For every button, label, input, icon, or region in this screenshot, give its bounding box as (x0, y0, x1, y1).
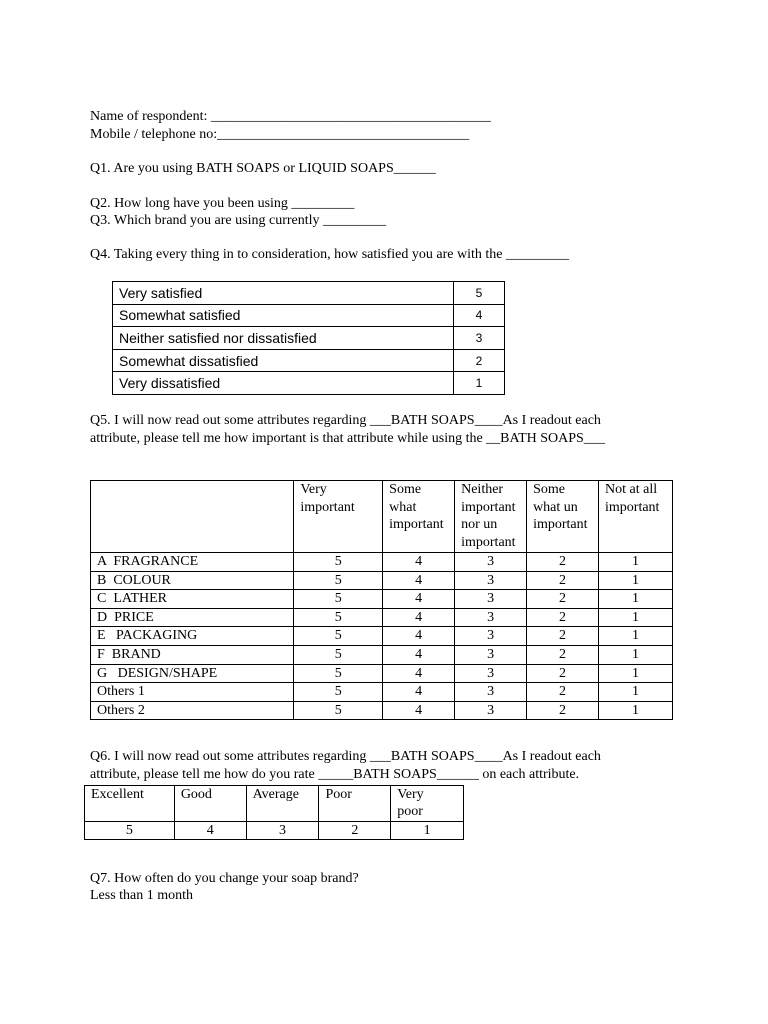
attribute-label: C LATHER (91, 590, 294, 609)
q6-rating-table (84, 785, 464, 840)
score-cell: 4 (383, 590, 455, 609)
score-cell: 4 (383, 571, 455, 590)
score-cell: 5 (294, 571, 383, 590)
table-row (91, 683, 673, 702)
question-q4: Q4. Taking every thing in to consideration, how satisfied you are with the _________ (90, 247, 569, 262)
table-row (91, 590, 673, 609)
score-cell: 3 (455, 645, 527, 664)
score-cell: 2 (527, 683, 599, 702)
respondent-name-line: Name of respondent: ________________________________________ (90, 109, 491, 124)
score-cell: 1 (599, 571, 673, 590)
score-cell: 2 (527, 627, 599, 646)
question-q7: Q7. How often do you change your soap brand? (90, 871, 359, 886)
question-q1: Q1. Are you using BATH SOAPS or LIQUID SOAPS______ (90, 161, 436, 176)
attribute-label: F BRAND (91, 645, 294, 664)
score-cell: 1 (599, 645, 673, 664)
table-row (113, 282, 505, 305)
score-cell: 5 (294, 701, 383, 720)
score-cell: 4 (383, 553, 455, 572)
score-cell: 4 (383, 627, 455, 646)
attribute-label: Others 2 (91, 701, 294, 720)
attribute-label: E PACKAGING (91, 627, 294, 646)
score-cell: 4 (383, 608, 455, 627)
respondent-phone-line: Mobile / telephone no:____________________________________ (90, 127, 470, 142)
score-cell: 4 (383, 645, 455, 664)
score-cell: 1 (599, 701, 673, 720)
score-cell: 3 (455, 590, 527, 609)
table-header-row (91, 481, 673, 553)
score-cell: 5 (294, 645, 383, 664)
table-row (91, 627, 673, 646)
table-row (91, 701, 673, 720)
question-q5-line2: attribute, please tell me how important is that attribute while using the __BATH SOAPS___ (90, 431, 605, 446)
attribute-label: A FRAGRANCE (91, 553, 294, 572)
table-row (113, 304, 505, 327)
table-header-row (85, 786, 464, 822)
attribute-label: Others 1 (91, 683, 294, 702)
table-row (91, 571, 673, 590)
score-cell: 3 (455, 701, 527, 720)
score-cell: 3 (455, 553, 527, 572)
score-cell: 5 (294, 553, 383, 572)
score-cell: 2 (527, 608, 599, 627)
rating-value: 4 (174, 822, 246, 840)
question-q6-line2: attribute, please tell me how do you rate _____BATH SOAPS______ on each attribute. (90, 767, 580, 782)
scale-label: Very satisfied (113, 282, 454, 305)
q5-importance-table (90, 480, 673, 720)
attribute-label: D PRICE (91, 608, 294, 627)
score-cell: 1 (599, 627, 673, 646)
score-cell: 3 (455, 627, 527, 646)
score-cell: 1 (599, 664, 673, 683)
table-row (113, 349, 505, 372)
scale-score: 1 (454, 372, 505, 395)
score-cell: 4 (383, 664, 455, 683)
score-cell: 2 (527, 590, 599, 609)
scale-score: 3 (454, 327, 505, 350)
column-header: Very poor (391, 786, 464, 822)
score-cell: 2 (527, 553, 599, 572)
score-cell: 5 (294, 627, 383, 646)
score-cell: 4 (383, 701, 455, 720)
table-row (113, 372, 505, 395)
scale-score: 5 (454, 282, 505, 305)
score-cell: 3 (455, 664, 527, 683)
column-header: Very important (294, 481, 383, 553)
score-cell: 1 (599, 683, 673, 702)
question-q3: Q3. Which brand you are using currently _________ (90, 213, 387, 228)
table-row (91, 664, 673, 683)
table-row (85, 822, 464, 840)
score-cell: 4 (383, 683, 455, 702)
rating-value: 3 (246, 822, 319, 840)
table-row (91, 645, 673, 664)
column-header: Excellent (85, 786, 175, 822)
score-cell: 1 (599, 553, 673, 572)
score-cell: 3 (455, 683, 527, 702)
attribute-label: G DESIGN/SHAPE (91, 664, 294, 683)
scale-score: 4 (454, 304, 505, 327)
scale-label: Somewhat dissatisfied (113, 349, 454, 372)
table-row (91, 553, 673, 572)
column-header: Poor (319, 786, 391, 822)
rating-value: 2 (319, 822, 391, 840)
question-q2: Q2. How long have you been using _________ (90, 196, 355, 211)
scale-label: Neither satisfied nor dissatisfied (113, 327, 454, 350)
question-q6-line1: Q6. I will now read out some attributes regarding ___BATH SOAPS____As I readout each (90, 749, 601, 764)
score-cell: 3 (455, 608, 527, 627)
column-header: Good (174, 786, 246, 822)
score-cell: 2 (527, 664, 599, 683)
score-cell: 1 (599, 608, 673, 627)
column-header (91, 481, 294, 553)
rating-value: 5 (85, 822, 175, 840)
score-cell: 2 (527, 571, 599, 590)
column-header: Average (246, 786, 319, 822)
score-cell: 5 (294, 664, 383, 683)
column-header: Not at all important (599, 481, 673, 553)
score-cell: 5 (294, 608, 383, 627)
score-cell: 2 (527, 645, 599, 664)
score-cell: 1 (599, 590, 673, 609)
attribute-label: B COLOUR (91, 571, 294, 590)
table-row (113, 327, 505, 350)
scale-label: Somewhat satisfied (113, 304, 454, 327)
score-cell: 5 (294, 683, 383, 702)
rating-value: 1 (391, 822, 464, 840)
score-cell: 3 (455, 571, 527, 590)
scale-score: 2 (454, 349, 505, 372)
q4-satisfaction-table (112, 281, 505, 395)
column-header: Some what important (383, 481, 455, 553)
q7-option-less-than-1-month: Less than 1 month (90, 888, 194, 903)
scale-label: Very dissatisfied (113, 372, 454, 395)
question-q5-line1: Q5. I will now read out some attributes regarding ___BATH SOAPS____As I readout each (90, 413, 601, 428)
column-header: Some what un important (527, 481, 599, 553)
table-row (91, 608, 673, 627)
score-cell: 5 (294, 590, 383, 609)
score-cell: 2 (527, 701, 599, 720)
column-header: Neither important nor un important (455, 481, 527, 553)
